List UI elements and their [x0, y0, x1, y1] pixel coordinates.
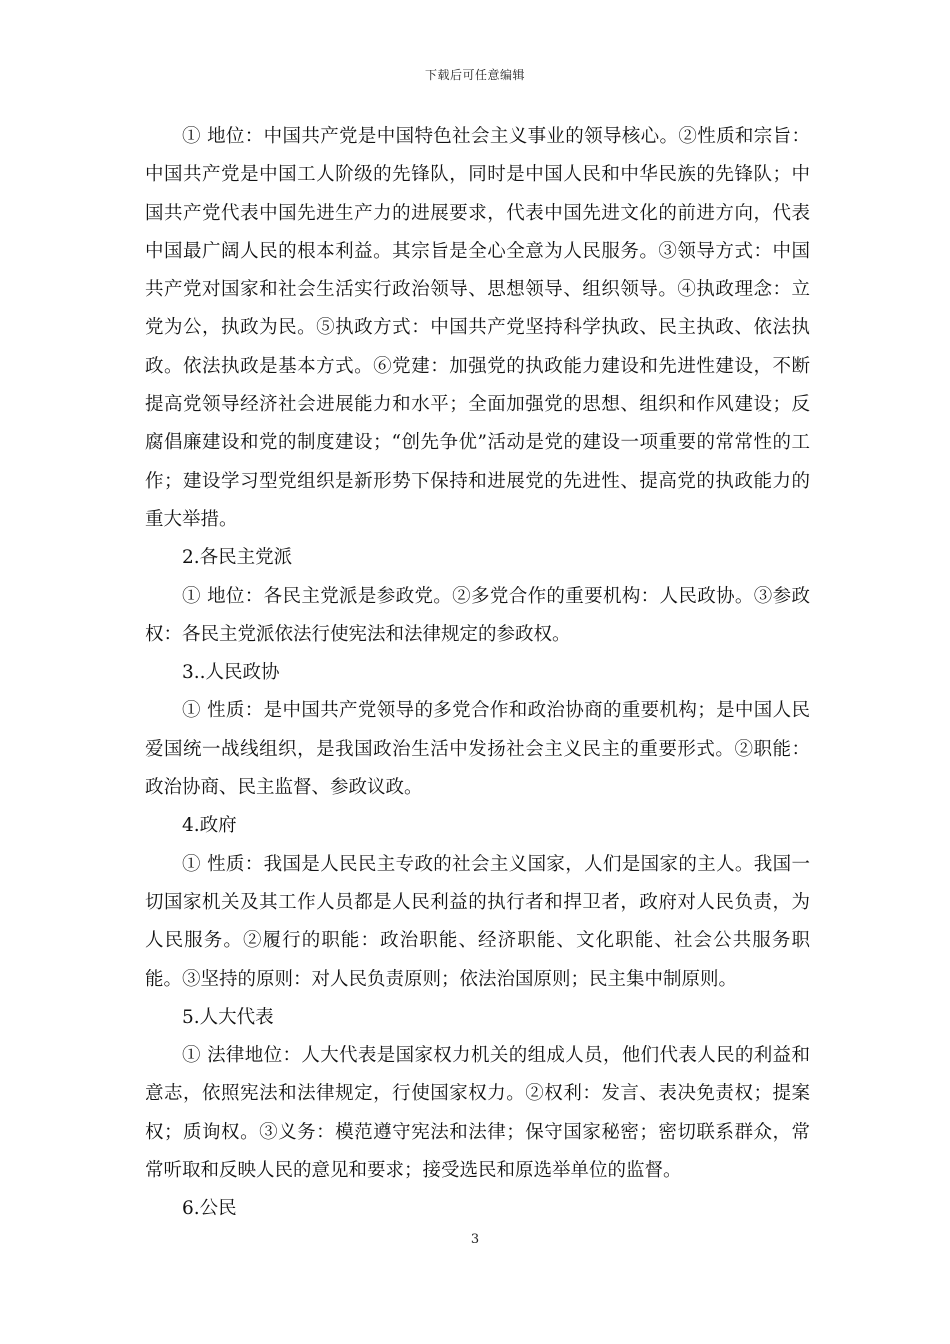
document-body	[145, 118, 810, 1229]
paragraph-democratic-parties: ① 地位：各民主党派是参政党。②多党合作的重要机构：人民政协。③参政权：各民主党派依法行使宪法和法律规定的参政权。	[145, 585, 810, 645]
paragraph-government: ① 性质：我国是人民民主专政的社会主义国家，人们是国家的主人。我国一切国家机关及其工作人员都是人民利益的执行者和捍卫者，政府对人民负责，为人民服务。②履行的职能：政治职能、经济职能、文化职能、社会公共服务职能。③坚持的原则：对人民负责原则；依法治国原则；民主集中制原则。	[145, 853, 810, 990]
heading-citizens: 6.公民	[182, 1198, 237, 1220]
heading-government: 4.政府	[182, 815, 237, 837]
heading-npc-deputies: 5.人大代表	[182, 1006, 274, 1028]
paragraph-party: ① 地位：中国共产党是中国特色社会主义事业的领导核心。②性质和宗旨：中国共产党是中国工人阶级的先锋队，同时是中国人民和中华民族的先锋队；中国共产党代表中国先进生产力的进展要求，代表中国先进文化的前进方向，代表中国最广阔人民的根本利益。其宗旨是全心全意为人民服务。③领导方式：中国共产党对国家和社会生活实行政治领导、思想领导、组织领导。④执政理念：立党为公，执政为民。⑤执政方式：中国共产党坚持科学执政、民主执政、依法执政。依法执政是基本方式。⑥党建：加强党的执政能力建设和先进性建设，不断提高党领导经济社会进展能力和水平；全面加强党的思想、组织和作风建设；反腐倡廉建设和党的制度建设；“创先争优”活动是党的建设一项重要的常常性的工作；建设学习型党组织是新形势下保持和进展党的先进性、提高党的执政能力的重大举措。	[145, 126, 810, 530]
paragraph-cppcc: ① 性质：是中国共产党领导的多党合作和政治协商的重要机构；是中国人民爱国统一战线组织，是我国政治生活中发扬社会主义民主的重要形式。②职能：政治协商、民主监督、参政议政。	[145, 700, 810, 799]
paragraph-npc-deputies: ① 法律地位：人大代表是国家权力机关的组成人员，他们代表人民的利益和意志，依照宪法和法律规定，行使国家权力。②权利：发言、表决免责权；提案权；质询权。③义务：模范遵守宪法和法律；保守国家秘密；密切联系群众，常常听取和反映人民的意见和要求；接受选民和原选举单位的监督。	[145, 1045, 810, 1182]
page-number: 3	[470, 1232, 480, 1247]
page-header: 下载后可任意编辑	[424, 68, 525, 82]
heading-democratic-parties: 2.各民主党派	[182, 547, 293, 569]
heading-cppcc: 3..人民政协	[182, 662, 280, 684]
